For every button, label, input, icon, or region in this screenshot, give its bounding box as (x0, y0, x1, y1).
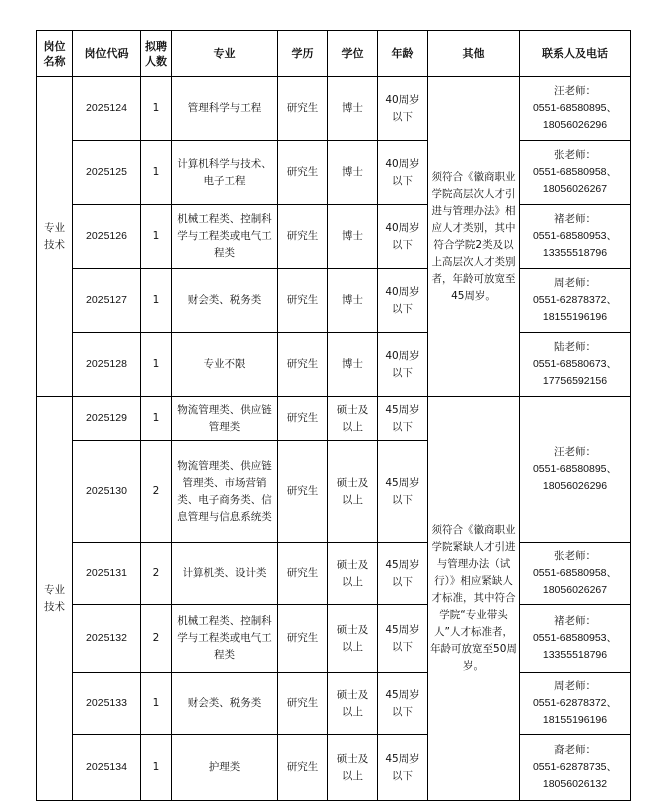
post-code-cell: 2025133 (73, 673, 141, 735)
table-row (37, 77, 631, 141)
major-cell: 财会类、税务类 (172, 269, 278, 333)
degree-cell: 硕士及 以上 (328, 605, 378, 673)
degree-cell: 硕士及 以上 (328, 441, 378, 543)
major-cell: 物流管理类、供应链管理类 (172, 397, 278, 441)
post-code-cell: 2025124 (73, 77, 141, 141)
education-cell: 研究生 (278, 441, 328, 543)
major-cell: 管理科学与工程 (172, 77, 278, 141)
post-code-cell: 2025130 (73, 441, 141, 543)
header-education: 学历 (278, 31, 328, 77)
post-code-cell: 2025125 (73, 141, 141, 205)
count-cell: 1 (141, 77, 172, 141)
education-cell: 研究生 (278, 735, 328, 801)
age-cell: 45周岁 以下 (378, 441, 428, 543)
table-row (37, 205, 631, 269)
other-requirements-cell: 须符合《徽商职业学院紧缺人才引进与管理办法（试行）》相应紧缺人才标准，其中符合学院“专业带头人”人才标准者，年龄可放宽至50周岁。 (428, 397, 520, 801)
header-contact: 联系人及电话 (520, 31, 631, 77)
contact-cell: 褚老师： 0551-68580953、 13355518796 (520, 205, 631, 269)
degree-cell: 硕士及 以上 (328, 543, 378, 605)
age-cell: 45周岁 以下 (378, 735, 428, 801)
contact-cell: 周老师： 0551-62878372、 18155196196 (520, 673, 631, 735)
recruitment-table-wrapper (36, 30, 631, 801)
count-cell: 2 (141, 543, 172, 605)
count-cell: 2 (141, 605, 172, 673)
contact-cell: 汪老师： 0551-68580895、 18056026296 (520, 77, 631, 141)
degree-cell: 博士 (328, 77, 378, 141)
count-cell: 1 (141, 673, 172, 735)
contact-cell: 裔老师： 0551-62878735、 18056026132 (520, 735, 631, 801)
post-code-cell: 2025132 (73, 605, 141, 673)
education-cell: 研究生 (278, 605, 328, 673)
header-post-name: 岗位 名称 (37, 31, 73, 77)
age-cell: 40周岁 以下 (378, 205, 428, 269)
post-code-cell: 2025134 (73, 735, 141, 801)
post-code-cell: 2025128 (73, 333, 141, 397)
table-row (37, 605, 631, 673)
age-cell: 40周岁 以下 (378, 333, 428, 397)
header-other: 其他 (428, 31, 520, 77)
degree-cell: 硕士及 以上 (328, 735, 378, 801)
header-major: 专业 (172, 31, 278, 77)
count-cell: 2 (141, 441, 172, 543)
degree-cell: 博士 (328, 269, 378, 333)
age-cell: 45周岁 以下 (378, 673, 428, 735)
age-cell: 40周岁 以下 (378, 269, 428, 333)
age-cell: 45周岁 以下 (378, 605, 428, 673)
count-cell: 1 (141, 269, 172, 333)
education-cell: 研究生 (278, 397, 328, 441)
major-cell: 机械工程类、控制科学与工程类或电气工程类 (172, 605, 278, 673)
major-cell: 物流管理类、供应链管理类、市场营销类、电子商务类、信息管理与信息系统类 (172, 441, 278, 543)
major-cell: 机械工程类、控制科学与工程类或电气工程类 (172, 205, 278, 269)
table-row (37, 141, 631, 205)
contact-cell: 汪老师： 0551-68580895、 18056026296 (520, 397, 631, 543)
count-cell: 1 (141, 141, 172, 205)
post-name-cell: 专业 技术 (37, 397, 73, 801)
major-cell: 财会类、税务类 (172, 673, 278, 735)
table-row (37, 673, 631, 735)
education-cell: 研究生 (278, 77, 328, 141)
education-cell: 研究生 (278, 141, 328, 205)
major-cell: 计算机类、设计类 (172, 543, 278, 605)
post-code-cell: 2025129 (73, 397, 141, 441)
post-code-cell: 2025126 (73, 205, 141, 269)
education-cell: 研究生 (278, 269, 328, 333)
table-row (37, 269, 631, 333)
contact-cell: 陆老师： 0551-68580673、 17756592156 (520, 333, 631, 397)
degree-cell: 硕士及 以上 (328, 673, 378, 735)
count-cell: 1 (141, 333, 172, 397)
header-row (37, 31, 631, 77)
degree-cell: 博士 (328, 205, 378, 269)
education-cell: 研究生 (278, 333, 328, 397)
contact-cell: 褚老师： 0551-68580953、 13355518796 (520, 605, 631, 673)
education-cell: 研究生 (278, 543, 328, 605)
table-row (37, 397, 631, 441)
major-cell: 护理类 (172, 735, 278, 801)
post-code-cell: 2025127 (73, 269, 141, 333)
post-code-cell: 2025131 (73, 543, 141, 605)
count-cell: 1 (141, 735, 172, 801)
table-row (37, 543, 631, 605)
count-cell: 1 (141, 205, 172, 269)
age-cell: 45周岁 以下 (378, 397, 428, 441)
degree-cell: 博士 (328, 141, 378, 205)
age-cell: 40周岁 以下 (378, 141, 428, 205)
header-degree: 学位 (328, 31, 378, 77)
header-post-code: 岗位代码 (73, 31, 141, 77)
count-cell: 1 (141, 397, 172, 441)
degree-cell: 硕士及 以上 (328, 397, 378, 441)
education-cell: 研究生 (278, 673, 328, 735)
post-name-cell: 专业 技术 (37, 77, 73, 397)
contact-cell: 张老师： 0551-68580958、 18056026267 (520, 543, 631, 605)
header-count: 拟聘 人数 (141, 31, 172, 77)
age-cell: 45周岁 以下 (378, 543, 428, 605)
degree-cell: 博士 (328, 333, 378, 397)
table-row (37, 333, 631, 397)
age-cell: 40周岁 以下 (378, 77, 428, 141)
other-requirements-cell: 须符合《徽商职业学院高层次人才引进与管理办法》相应人才类别，其中符合学院2类及以上高层次人才类别者，年龄可放宽至45周岁。 (428, 77, 520, 397)
header-age: 年龄 (378, 31, 428, 77)
contact-cell: 周老师： 0551-62878372、 18155196196 (520, 269, 631, 333)
contact-cell: 张老师： 0551-68580958、 18056026267 (520, 141, 631, 205)
recruitment-table (36, 30, 631, 801)
table-row (37, 735, 631, 801)
education-cell: 研究生 (278, 205, 328, 269)
major-cell: 专业不限 (172, 333, 278, 397)
major-cell: 计算机科学与技术、电子工程 (172, 141, 278, 205)
